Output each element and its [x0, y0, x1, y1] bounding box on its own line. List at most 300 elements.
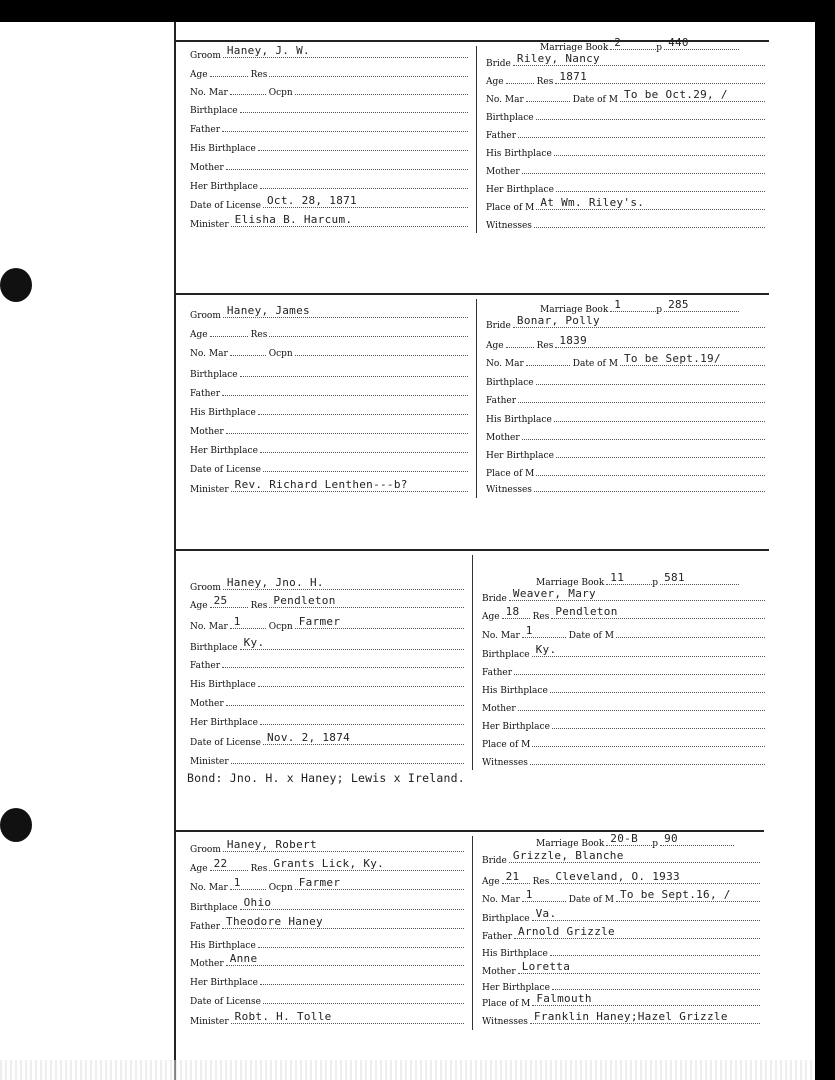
marriage-book-field — [606, 573, 652, 585]
place-of-marriage-row-label: Place of M — [486, 469, 535, 479]
minister-row-label: Minister — [190, 220, 229, 230]
groom-row — [190, 306, 468, 323]
groom-father-row — [190, 656, 464, 673]
place-of-marriage-row-field — [536, 198, 765, 210]
card-top-rule — [174, 293, 769, 295]
groom-father-row-field — [222, 384, 468, 396]
place-of-marriage-row-field — [532, 735, 765, 747]
bride-nomar-row — [482, 626, 765, 643]
bride-her-birthplace-row-label: Her Birthplace — [482, 722, 550, 732]
bride-nomar-row-field — [616, 890, 760, 902]
bride-age-row-field — [502, 872, 530, 884]
bride-birthplace-row-label: Birthplace — [486, 113, 534, 123]
groom-nomar-row-field — [230, 83, 266, 95]
date-of-license-row-label: Date of License — [190, 738, 261, 748]
bride-her-birthplace-row-label: Her Birthplace — [482, 983, 550, 993]
groom-mother-row — [190, 694, 464, 711]
groom-father-row-field — [222, 120, 468, 132]
witnesses-row-label: Witnesses — [486, 221, 532, 231]
scan-right-border — [815, 0, 835, 1080]
witnesses-row-field — [534, 480, 765, 492]
page-label: p — [656, 305, 663, 315]
groom-age-row — [190, 325, 468, 342]
his-birthplace-row-label: His Birthplace — [190, 680, 256, 690]
groom-her-birthplace-row-field — [260, 713, 464, 725]
punch-hole — [0, 268, 32, 302]
witnesses-row — [482, 1012, 760, 1029]
groom-her-birthplace-row-label: Her Birthplace — [190, 182, 258, 192]
minister-row — [190, 480, 468, 497]
marriage-book-label: Marriage Book — [540, 305, 609, 315]
bride-age-row-field — [555, 72, 765, 84]
bride-nomar-row-field — [522, 626, 566, 638]
card-top-rule — [174, 549, 769, 551]
bride-birthplace-row-label: Birthplace — [482, 914, 530, 924]
bride-age-row-value: 21 — [505, 870, 520, 883]
bride-birthplace-row-field — [532, 645, 765, 657]
groom-nomar-row-label: Ocpn — [268, 88, 293, 98]
bride-birthplace-row — [482, 645, 765, 662]
bride-age-row-label: Age — [482, 877, 500, 887]
bride-father-row-value: Arnold Grizzle — [518, 925, 615, 938]
groom-father-row-label: Father — [190, 922, 221, 932]
date-of-license-row-field — [263, 992, 464, 1004]
date-of-license-row-label: Date of License — [190, 465, 261, 475]
groom-age-row-value: Grants Lick, Ky. — [273, 857, 385, 870]
place-of-marriage-row-label: Place of M — [486, 203, 535, 213]
groom-her-birthplace-row-label: Her Birthplace — [190, 978, 258, 988]
groom-father-row-value: Theodore Haney — [226, 915, 323, 928]
date-of-license-row — [190, 733, 464, 750]
groom-age-row-field — [210, 859, 248, 871]
bride-age-row-value: Pendleton — [555, 605, 618, 618]
bride-age-row-value: 18 — [505, 605, 520, 618]
groom-mother-row-label: Mother — [190, 427, 224, 437]
groom-nomar-row-label: No. Mar — [190, 622, 228, 632]
date-of-license-row — [190, 992, 464, 1009]
bride-father-row — [482, 927, 760, 944]
groom-father-row-label: Father — [190, 125, 221, 135]
bride-nomar-row-label: No. Mar — [486, 95, 524, 105]
bride-nomar-row-value: 1 — [525, 624, 533, 637]
groom-father-row-label: Father — [190, 661, 221, 671]
bride-row — [482, 589, 765, 606]
bride-her-birthplace-row-field — [556, 446, 765, 458]
his-birthplace-row-field — [258, 403, 468, 415]
date-of-license-row-label: Date of License — [190, 201, 261, 211]
minister-row-label: Minister — [190, 485, 229, 495]
groom-row-field — [223, 306, 468, 318]
bride-his-birthplace-row — [482, 681, 765, 698]
bride-father-row — [486, 126, 765, 143]
marriage-book-value: 11 — [610, 571, 625, 584]
groom-row-label: Groom — [190, 311, 221, 321]
bride-her-birthplace-row-label: Her Birthplace — [486, 451, 554, 461]
bride-father-row — [482, 663, 765, 680]
groom-age-row-label: Age — [190, 70, 208, 80]
bride-row-label: Bride — [482, 594, 507, 604]
bride-mother-row-field — [518, 699, 765, 711]
bride-age-row-value: 1871 — [559, 70, 588, 83]
groom-nomar-row-label: No. Mar — [190, 88, 228, 98]
witnesses-row-field — [534, 216, 765, 228]
bride-row-field — [513, 54, 765, 66]
his-birthplace-row — [190, 675, 464, 692]
page-field — [660, 573, 739, 585]
place-of-marriage-row-value: Falmouth — [536, 992, 592, 1005]
bride-mother-row — [486, 162, 765, 179]
bride-nomar-row-label: Date of M — [568, 895, 614, 905]
groom-row — [190, 46, 468, 63]
groom-nomar-row-field — [295, 617, 464, 629]
groom-row-label: Groom — [190, 583, 221, 593]
groom-birthplace-row-field — [240, 638, 464, 650]
groom-her-birthplace-row-label: Her Birthplace — [190, 446, 258, 456]
date-of-license-row-field — [263, 460, 468, 472]
bride-her-birthplace-row — [486, 446, 765, 463]
page-value: 285 — [668, 298, 689, 311]
minister-row-field — [231, 752, 464, 764]
bride-father-row — [486, 391, 765, 408]
bride-row-value: Grizzle, Blanche — [512, 849, 624, 862]
bride-age-row — [482, 607, 765, 624]
bride-nomar-row-label: No. Mar — [482, 895, 520, 905]
bride-his-birthplace-row — [486, 144, 765, 161]
bride-nomar-row-label: No. Mar — [482, 631, 520, 641]
his-birthplace-row-field — [258, 139, 468, 151]
bride-her-birthplace-row-label: Her Birthplace — [486, 185, 554, 195]
bride-age-row-label: Age — [486, 77, 504, 87]
groom-nomar-row-value: 1 — [233, 615, 241, 628]
groom-mother-row — [190, 422, 468, 439]
groom-mother-row-field — [226, 954, 464, 966]
bride-nomar-row-field — [620, 90, 765, 102]
bride-his-birthplace-row-field — [550, 944, 760, 956]
bride-age-row-field — [551, 607, 765, 619]
bride-mother-row-label: Mother — [482, 967, 516, 977]
groom-mother-row-value: Anne — [229, 952, 258, 965]
groom-her-birthplace-row — [190, 441, 468, 458]
groom-age-row-label: Res — [250, 70, 268, 80]
minister-row — [190, 215, 468, 232]
date-of-license-row-field — [263, 733, 464, 745]
bride-nomar-row-value: To be Sept.16, / — [619, 888, 731, 901]
place-of-marriage-row — [482, 735, 765, 752]
bride-age-row-label: Res — [532, 612, 550, 622]
place-of-marriage-row-field — [536, 464, 765, 476]
groom-age-row-label: Res — [250, 864, 268, 874]
groom-nomar-row-field — [230, 617, 266, 629]
bride-row-value: Bonar, Polly — [516, 314, 600, 327]
witnesses-row-field — [530, 753, 765, 765]
bride-her-birthplace-row-field — [556, 180, 765, 192]
place-of-marriage-row — [486, 464, 765, 481]
his-birthplace-row-label: His Birthplace — [190, 408, 256, 418]
witnesses-row-value: Franklin Haney;Hazel Grizzle — [533, 1010, 728, 1023]
marriage-book-value: 2 — [614, 36, 622, 49]
bride-row-label: Bride — [482, 856, 507, 866]
bond-note: Bond: Jno. H. x Haney; Lewis x Ireland. — [187, 771, 465, 785]
bride-mother-row — [482, 699, 765, 716]
bride-father-row-field — [518, 391, 765, 403]
groom-mother-row — [190, 158, 468, 175]
groom-age-row-value: Pendleton — [273, 594, 336, 607]
groom-age-row-value: 25 — [213, 594, 228, 607]
groom-her-birthplace-row-label: Her Birthplace — [190, 718, 258, 728]
groom-nomar-row — [190, 344, 468, 361]
marriage-book-field — [610, 300, 656, 312]
groom-birthplace-row — [190, 638, 464, 655]
bride-father-row-field — [514, 663, 765, 675]
page-field — [660, 834, 734, 846]
his-birthplace-row-field — [258, 936, 464, 948]
groom-age-row-field — [269, 596, 464, 608]
marriage-book-field — [610, 38, 656, 50]
bride-age-row-field — [506, 72, 534, 84]
bride-her-birthplace-row — [482, 978, 760, 995]
groom-nomar-row-label: Ocpn — [268, 622, 293, 632]
bride-row — [486, 54, 765, 71]
place-of-marriage-row-value: At Wm. Riley's. — [540, 196, 645, 209]
bride-age-row-label: Age — [486, 341, 504, 351]
bride-mother-row-label: Mother — [486, 433, 520, 443]
bride-birthplace-row-field — [532, 909, 760, 921]
groom-birthplace-row-field — [240, 898, 464, 910]
groom-nomar-row-field — [295, 344, 468, 356]
groom-age-row-label: Age — [190, 864, 208, 874]
bride-birthplace-row-value: Ky. — [535, 643, 557, 656]
his-birthplace-row — [190, 139, 468, 156]
bride-nomar-row-field — [522, 890, 566, 902]
bride-age-row-field — [551, 872, 760, 884]
card-divider — [472, 836, 473, 1030]
groom-her-birthplace-row — [190, 973, 464, 990]
bride-nomar-row-label: Date of M — [572, 95, 618, 105]
bride-her-birthplace-row — [482, 717, 765, 734]
witnesses-row-label: Witnesses — [482, 758, 528, 768]
bride-nomar-row-value: To be Sept.19/ — [623, 352, 721, 365]
bride-nomar-row-field — [616, 626, 765, 638]
groom-mother-row-label: Mother — [190, 699, 224, 709]
groom-birthplace-row-field — [240, 365, 468, 377]
page-field — [664, 300, 739, 312]
groom-nomar-row-label: Ocpn — [268, 349, 293, 359]
groom-nomar-row-field — [295, 878, 464, 890]
bride-age-row-field — [555, 336, 765, 348]
bride-row-value: Riley, Nancy — [516, 52, 600, 65]
minister-row — [190, 752, 464, 769]
his-birthplace-row — [190, 403, 468, 420]
witnesses-row — [486, 216, 765, 233]
page-value: 581 — [664, 571, 685, 584]
groom-her-birthplace-row-field — [260, 441, 468, 453]
bride-his-birthplace-row-field — [550, 681, 765, 693]
bride-father-row-label: Father — [486, 131, 517, 141]
date-of-license-row — [190, 460, 468, 477]
groom-her-birthplace-row — [190, 713, 464, 730]
bride-row — [486, 316, 765, 333]
groom-nomar-row-value: Farmer — [298, 876, 341, 889]
page-value: 90 — [664, 832, 678, 845]
bride-birthplace-row — [486, 373, 765, 390]
witnesses-row-label: Witnesses — [486, 485, 532, 495]
groom-age-row-value: 22 — [213, 857, 228, 870]
bride-nomar-row-field — [526, 90, 570, 102]
bride-mother-row-field — [522, 162, 765, 174]
minister-row-value: Rev. Richard Lenthen---b? — [234, 478, 408, 491]
bride-row-field — [509, 851, 760, 863]
marriage-book-value: 1 — [614, 298, 622, 311]
bride-his-birthplace-row-label: His Birthplace — [482, 686, 548, 696]
groom-mother-row-field — [226, 422, 468, 434]
groom-nomar-row-label: Ocpn — [268, 883, 293, 893]
groom-row-value: Haney, Robert — [226, 838, 317, 851]
date-of-license-row-value: Oct. 28, 1871 — [266, 194, 357, 207]
place-of-marriage-row — [486, 198, 765, 215]
bride-nomar-row-field — [526, 354, 570, 366]
bride-mother-row-field — [518, 962, 760, 974]
minister-row-label: Minister — [190, 757, 229, 767]
bride-row-label: Bride — [486, 59, 511, 69]
bride-age-row-label: Res — [536, 341, 554, 351]
groom-nomar-row-value: Farmer — [298, 615, 341, 628]
bride-birthplace-row-value: Va. — [535, 907, 557, 920]
groom-age-row-field — [269, 859, 464, 871]
bride-nomar-row-label: Date of M — [572, 359, 618, 369]
page-left-edge — [174, 22, 176, 1080]
groom-father-row — [190, 917, 464, 934]
bride-nomar-row-label: No. Mar — [486, 359, 524, 369]
groom-father-row-field — [222, 656, 464, 668]
witnesses-row-field — [530, 1012, 760, 1024]
groom-row-value: Haney, James — [226, 304, 310, 317]
his-birthplace-row-label: His Birthplace — [190, 144, 256, 154]
groom-age-row — [190, 596, 464, 613]
groom-age-row-label: Age — [190, 330, 208, 340]
bride-father-row-label: Father — [486, 396, 517, 406]
bride-birthplace-row-field — [536, 108, 765, 120]
bride-birthplace-row — [486, 108, 765, 125]
marriage-book-value: 20-B — [610, 832, 638, 845]
witnesses-row-label: Witnesses — [482, 1017, 528, 1027]
groom-birthplace-row-label: Birthplace — [190, 643, 238, 653]
page-label: p — [656, 43, 663, 53]
groom-mother-row-label: Mother — [190, 959, 224, 969]
bride-father-row-field — [518, 126, 765, 138]
date-of-license-row-field — [263, 196, 468, 208]
minister-row-field — [231, 480, 468, 492]
groom-nomar-row-label: No. Mar — [190, 349, 228, 359]
bride-nomar-row — [482, 890, 760, 907]
bride-nomar-row-value: To be Oct.29, / — [623, 88, 728, 101]
card-divider — [476, 46, 477, 233]
place-of-marriage-row-field — [532, 994, 760, 1006]
bride-nomar-row-value: 1 — [525, 888, 533, 901]
page-label: p — [652, 839, 659, 849]
bride-age-row-label: Res — [536, 77, 554, 87]
card-divider — [476, 299, 477, 498]
groom-age-row-field — [269, 325, 468, 337]
bride-father-row-field — [514, 927, 760, 939]
bride-nomar-row-label: Date of M — [568, 631, 614, 641]
bride-mother-row-label: Mother — [482, 704, 516, 714]
bride-mother-row-field — [522, 428, 765, 440]
bride-age-row-value: 1839 — [559, 334, 588, 347]
punch-hole — [0, 808, 32, 842]
bride-his-birthplace-row-label: His Birthplace — [482, 949, 548, 959]
groom-father-row-label: Father — [190, 389, 221, 399]
bride-his-birthplace-row-field — [554, 144, 765, 156]
groom-age-row — [190, 65, 468, 82]
date-of-license-row-value: Nov. 2, 1874 — [266, 731, 351, 744]
groom-row-label: Groom — [190, 845, 221, 855]
witnesses-row — [482, 753, 765, 770]
bride-age-row-label: Age — [482, 612, 500, 622]
bride-mother-row-label: Mother — [486, 167, 520, 177]
groom-age-row-field — [210, 596, 248, 608]
groom-nomar-row — [190, 617, 464, 634]
minister-row-value: Robt. H. Tolle — [234, 1010, 332, 1023]
bride-nomar-row — [486, 90, 765, 107]
bride-father-row-label: Father — [482, 932, 513, 942]
groom-birthplace-row-value: Ohio — [243, 896, 272, 909]
groom-birthplace-row-label: Birthplace — [190, 903, 238, 913]
his-birthplace-row-field — [258, 675, 464, 687]
bride-father-row-label: Father — [482, 668, 513, 678]
place-of-marriage-row-label: Place of M — [482, 999, 531, 1009]
page-label: p — [652, 578, 659, 588]
groom-mother-row-label: Mother — [190, 163, 224, 173]
scan-top-border — [0, 0, 835, 22]
his-birthplace-row-label: His Birthplace — [190, 941, 256, 951]
groom-age-row-label: Res — [250, 601, 268, 611]
bride-his-birthplace-row-label: His Birthplace — [486, 149, 552, 159]
bride-row-field — [513, 316, 765, 328]
groom-age-row-label: Age — [190, 601, 208, 611]
bride-age-row-field — [502, 607, 530, 619]
bride-his-birthplace-row — [486, 410, 765, 427]
bride-his-birthplace-row-label: His Birthplace — [486, 415, 552, 425]
bride-birthplace-row-label: Birthplace — [482, 650, 530, 660]
bride-nomar-row-field — [620, 354, 765, 366]
groom-row-field — [223, 46, 468, 58]
bride-age-row-label: Res — [532, 877, 550, 887]
groom-nomar-row — [190, 878, 464, 895]
bride-birthplace-row-label: Birthplace — [486, 378, 534, 388]
groom-row-field — [223, 578, 464, 590]
minister-row-label: Minister — [190, 1017, 229, 1027]
groom-mother-row-field — [226, 694, 464, 706]
groom-age-row-field — [269, 65, 468, 77]
minister-row — [190, 1012, 464, 1029]
bride-age-row-value: Cleveland, O. 1933 — [555, 870, 680, 883]
bride-row — [482, 851, 760, 868]
groom-age-row-field — [210, 65, 248, 77]
groom-birthplace-row-value: Ky. — [243, 636, 265, 649]
marriage-book-label: Marriage Book — [540, 43, 609, 53]
bride-nomar-row — [486, 354, 765, 371]
bride-row-value: Weaver, Mary — [512, 587, 596, 600]
groom-age-row-field — [210, 325, 248, 337]
groom-birthplace-row — [190, 365, 468, 382]
place-of-marriage-row-label: Place of M — [482, 740, 531, 750]
minister-row-field — [231, 1012, 464, 1024]
groom-nomar-row-value: 1 — [233, 876, 241, 889]
scan-noise — [0, 1060, 815, 1080]
groom-her-birthplace-row-field — [260, 177, 468, 189]
groom-row-value: Haney, J. W. — [226, 44, 310, 57]
bride-birthplace-row-field — [536, 373, 765, 385]
